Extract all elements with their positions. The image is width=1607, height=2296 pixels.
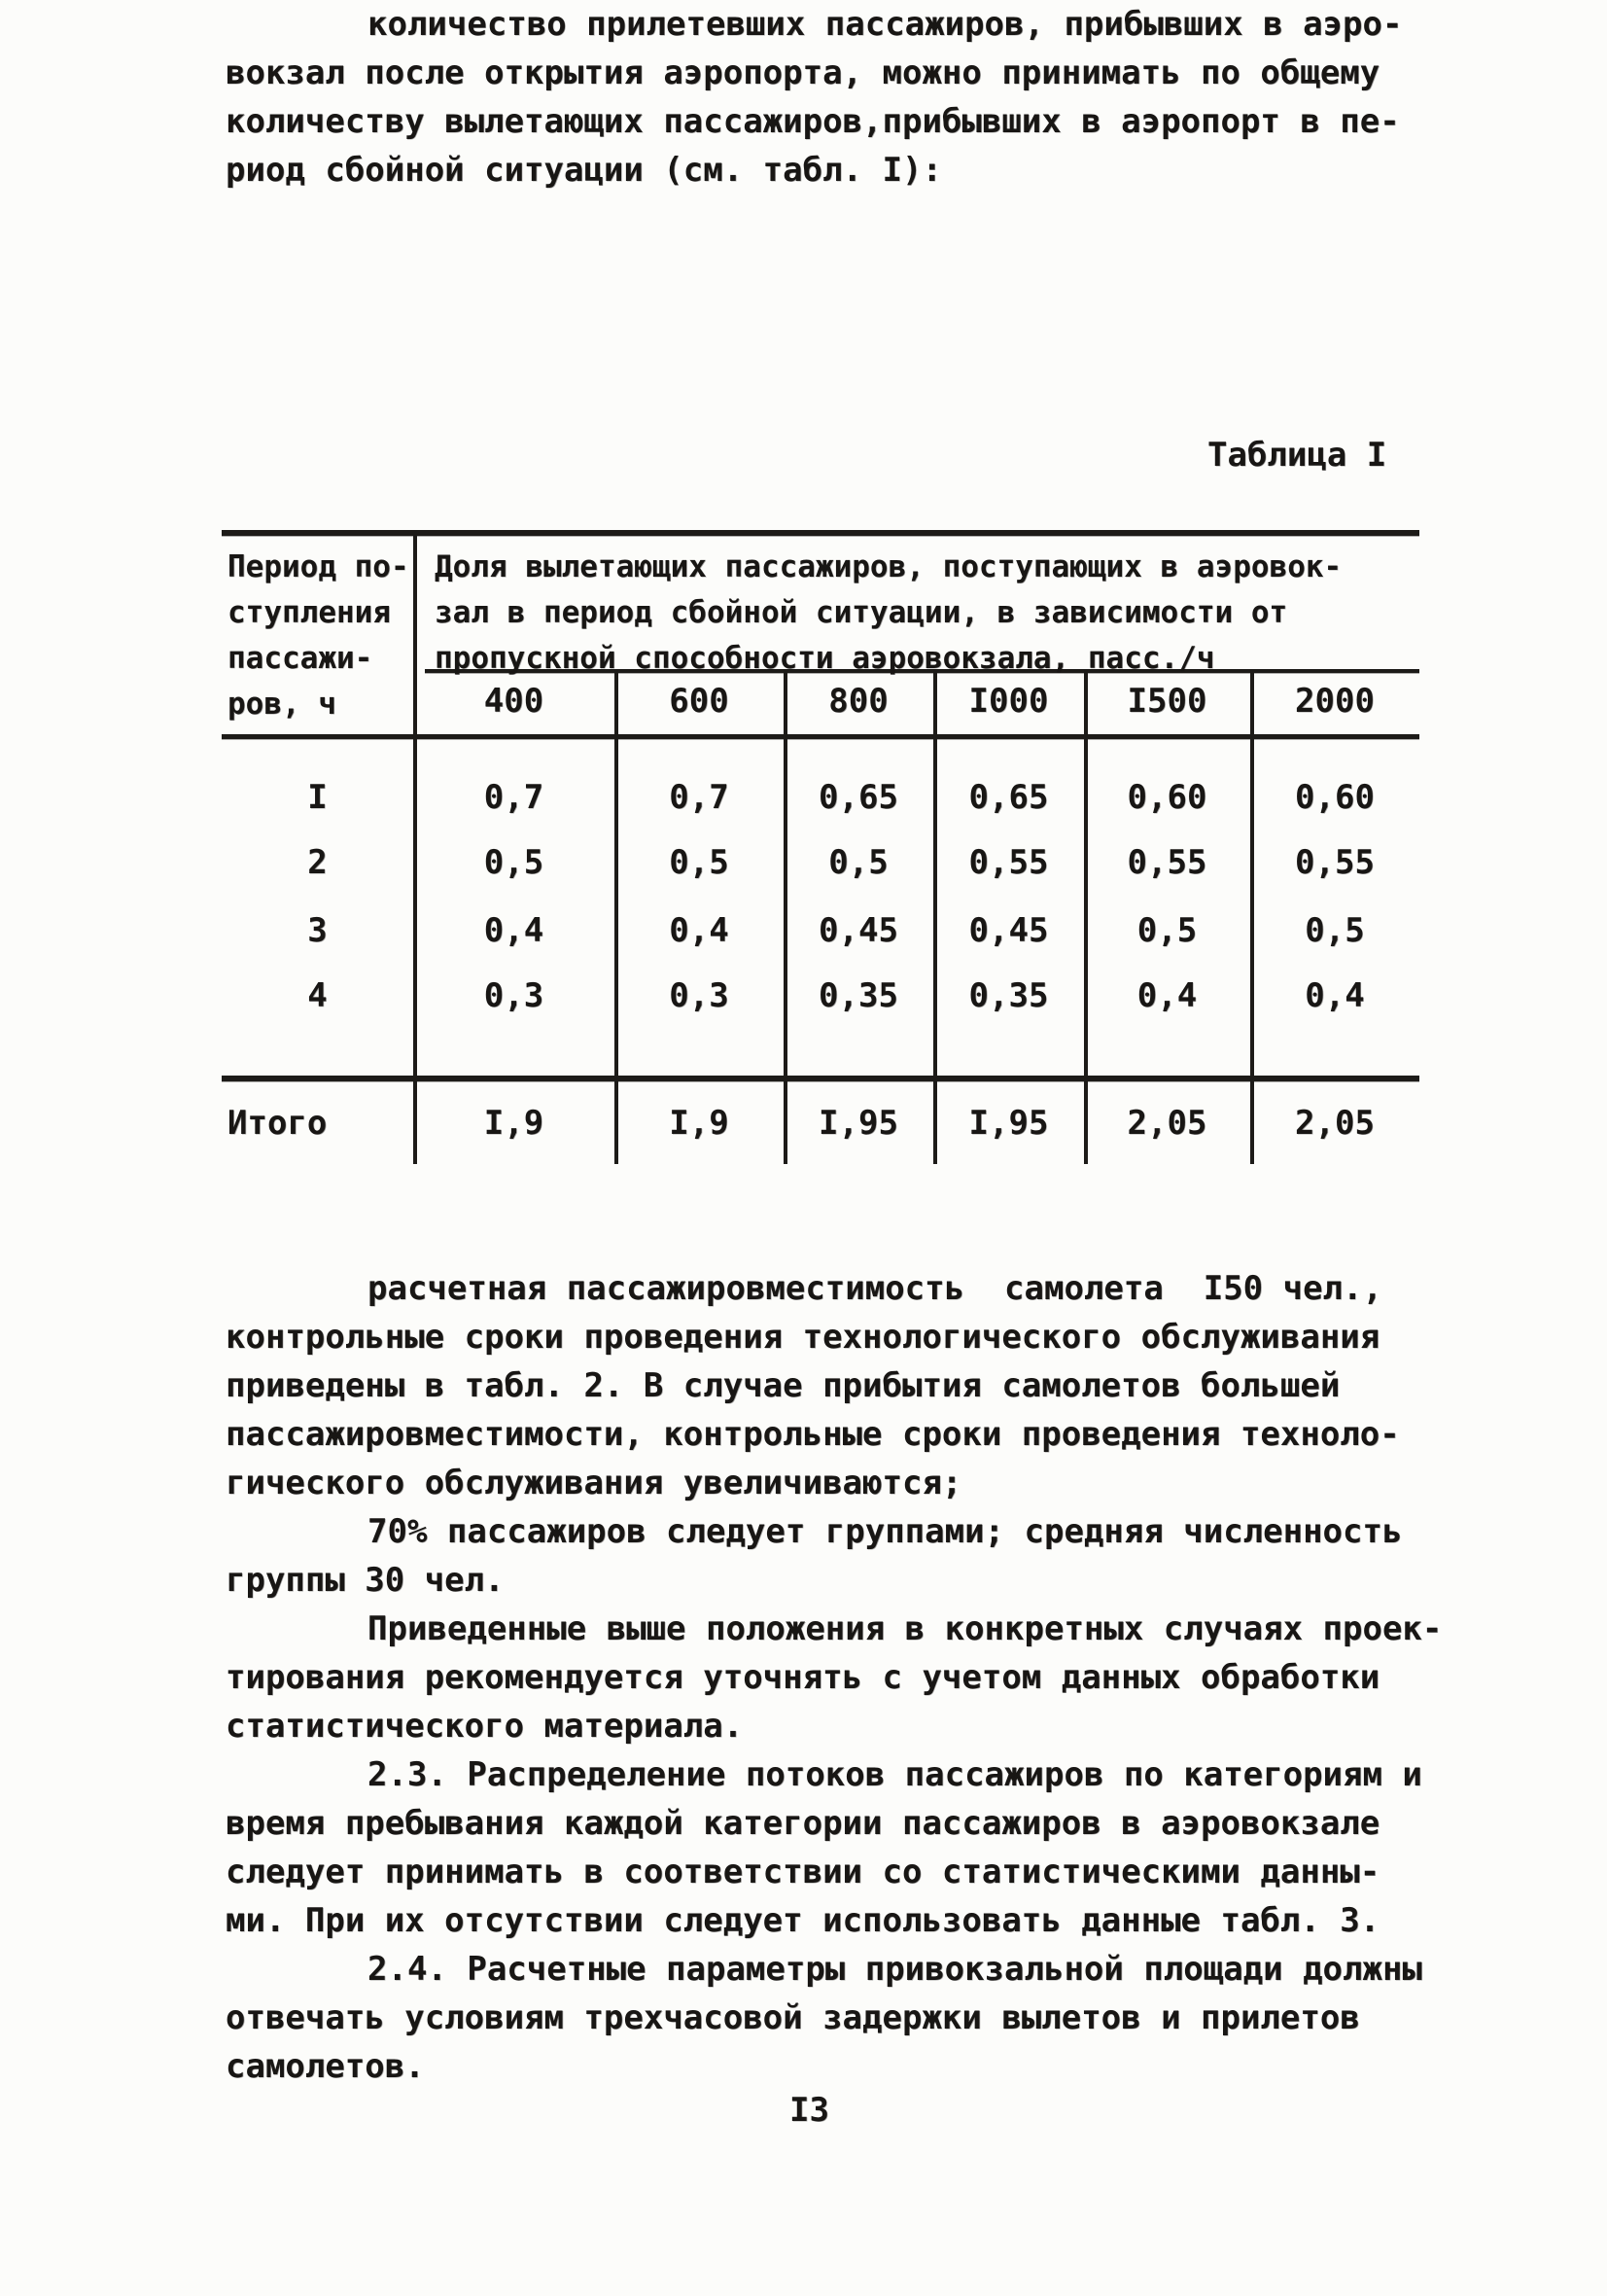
table-cell: 0,5 (828, 843, 889, 882)
text-line: следует принимать в соответствии со статистическими данны- (226, 1853, 1380, 1891)
table-cell: 0,3 (483, 976, 544, 1015)
text-line: статистического материала. (226, 1707, 744, 1746)
total-label: Итого (227, 1104, 328, 1143)
row-label: 3 (307, 911, 328, 950)
stats-table (222, 530, 1419, 1174)
text-line: расчетная пассажировместимость самолета I50 чел., (367, 1269, 1382, 1308)
total-cell: 2,05 (1127, 1104, 1207, 1143)
text-line: количеству вылетающих пассажиров,прибывших в аэропорт в пе- (226, 102, 1400, 141)
table-cell: 0,35 (968, 976, 1049, 1015)
capacity-header-cell: 800 (828, 682, 889, 721)
table-cell: 0,60 (1127, 778, 1207, 817)
table-cell: 0,4 (1136, 976, 1198, 1015)
capacity-header-cell: 2000 (1295, 682, 1375, 721)
total-cell: I,9 (483, 1104, 544, 1143)
table-cell: 0,5 (483, 843, 544, 882)
total-cell: I,95 (968, 1104, 1049, 1143)
text-line: вокзал после открытия аэропорта, можно принимать по общему (226, 53, 1380, 92)
text-line: Приведенные выше положения в конкретных случаях проек- (367, 1609, 1443, 1648)
text-line: тирования рекомендуется уточнять с учетом данных обработки (226, 1658, 1380, 1697)
text-line: 2.3. Распределение потоков пассажиров по категориям и (367, 1755, 1422, 1794)
table-cell: 0,7 (483, 778, 544, 817)
table-cell: 0,45 (819, 911, 898, 950)
table-cell: 0,4 (1305, 976, 1365, 1015)
text-line: пассажировместимости, контрольные сроки проведения техноло- (226, 1415, 1400, 1454)
text-line: время пребывания каждой категории пассажиров в аэровокзале (226, 1804, 1380, 1843)
row-label: 4 (307, 976, 328, 1015)
table-cell: 0,3 (669, 976, 729, 1015)
period-header-line: пассажи- (227, 641, 373, 676)
text-line: 2.4. Расчетные параметры привокзальной площади должны (367, 1950, 1422, 1989)
table-cell: 0,65 (819, 778, 898, 817)
capacity-header-cell: 600 (669, 682, 729, 721)
body-paragraphs (226, 1264, 1460, 2091)
text-line: приведены в табл. 2. В случае прибытия самолетов большей (226, 1366, 1341, 1405)
text-line: гического обслуживания увеличиваются; (226, 1464, 962, 1502)
share-header-line: Доля вылетающих пассажиров, поступающих в аэровок- (435, 549, 1343, 584)
table-caption: Таблица I (1207, 436, 1387, 475)
table-cell: 0,5 (669, 843, 729, 882)
text-line: контрольные сроки проведения технологического обслуживания (226, 1318, 1380, 1357)
row-label: 2 (307, 843, 328, 882)
text-line: риод сбойной ситуации (см. табл. I): (226, 151, 942, 190)
period-header-line: ров, ч (227, 687, 336, 722)
text-line: группы 30 чел. (226, 1561, 505, 1600)
total-cell: I,9 (669, 1104, 729, 1143)
capacity-header-cell: I000 (968, 682, 1049, 721)
intro-paragraph (226, 0, 1460, 194)
table-cell: 0,7 (669, 778, 729, 817)
table-cell: 0,4 (483, 911, 544, 950)
table-top-rule (222, 530, 1419, 536)
capacity-header-cell: 400 (483, 682, 544, 721)
table-cell: 0,55 (1127, 843, 1207, 882)
table-cell: 0,60 (1295, 778, 1375, 817)
text-line: самолетов. (226, 2047, 425, 2086)
table-cell: 0,4 (669, 911, 729, 950)
total-cell: 2,05 (1295, 1104, 1375, 1143)
table-cell: 0,5 (1136, 911, 1198, 950)
table-cell: 0,45 (968, 911, 1049, 950)
total-cell: I,95 (819, 1104, 898, 1143)
text-line: отвечать условиям трехчасовой задержки вылетов и прилетов (226, 1998, 1360, 2037)
row-label: I (307, 778, 328, 817)
table-cell: 0,5 (1305, 911, 1365, 950)
table-subheader-rule (222, 734, 1419, 739)
share-header-line: зал в период сбойной ситуации, в зависимости от (435, 595, 1288, 630)
period-header-line: ступления (227, 595, 391, 630)
period-header-line: Период по- (227, 549, 409, 584)
text-line: 70% пассажиров следует группами; средняя численность (367, 1512, 1403, 1551)
table-cell: 0,35 (819, 976, 898, 1015)
text-line: количество прилетевших пассажиров, прибывших в аэро- (367, 5, 1403, 44)
table-cell: 0,55 (1295, 843, 1375, 882)
text-line: ми. При их отсутствии следует использовать данные табл. 3. (226, 1901, 1380, 1940)
table-cell: 0,55 (968, 843, 1049, 882)
table-cell: 0,65 (968, 778, 1049, 817)
page-number: I3 (789, 2091, 829, 2130)
capacity-header-cell: I500 (1127, 682, 1207, 721)
share-header-line: пропускной способности аэровокзала, пасс./ч (435, 641, 1215, 676)
table-total-rule (222, 1076, 1419, 1081)
